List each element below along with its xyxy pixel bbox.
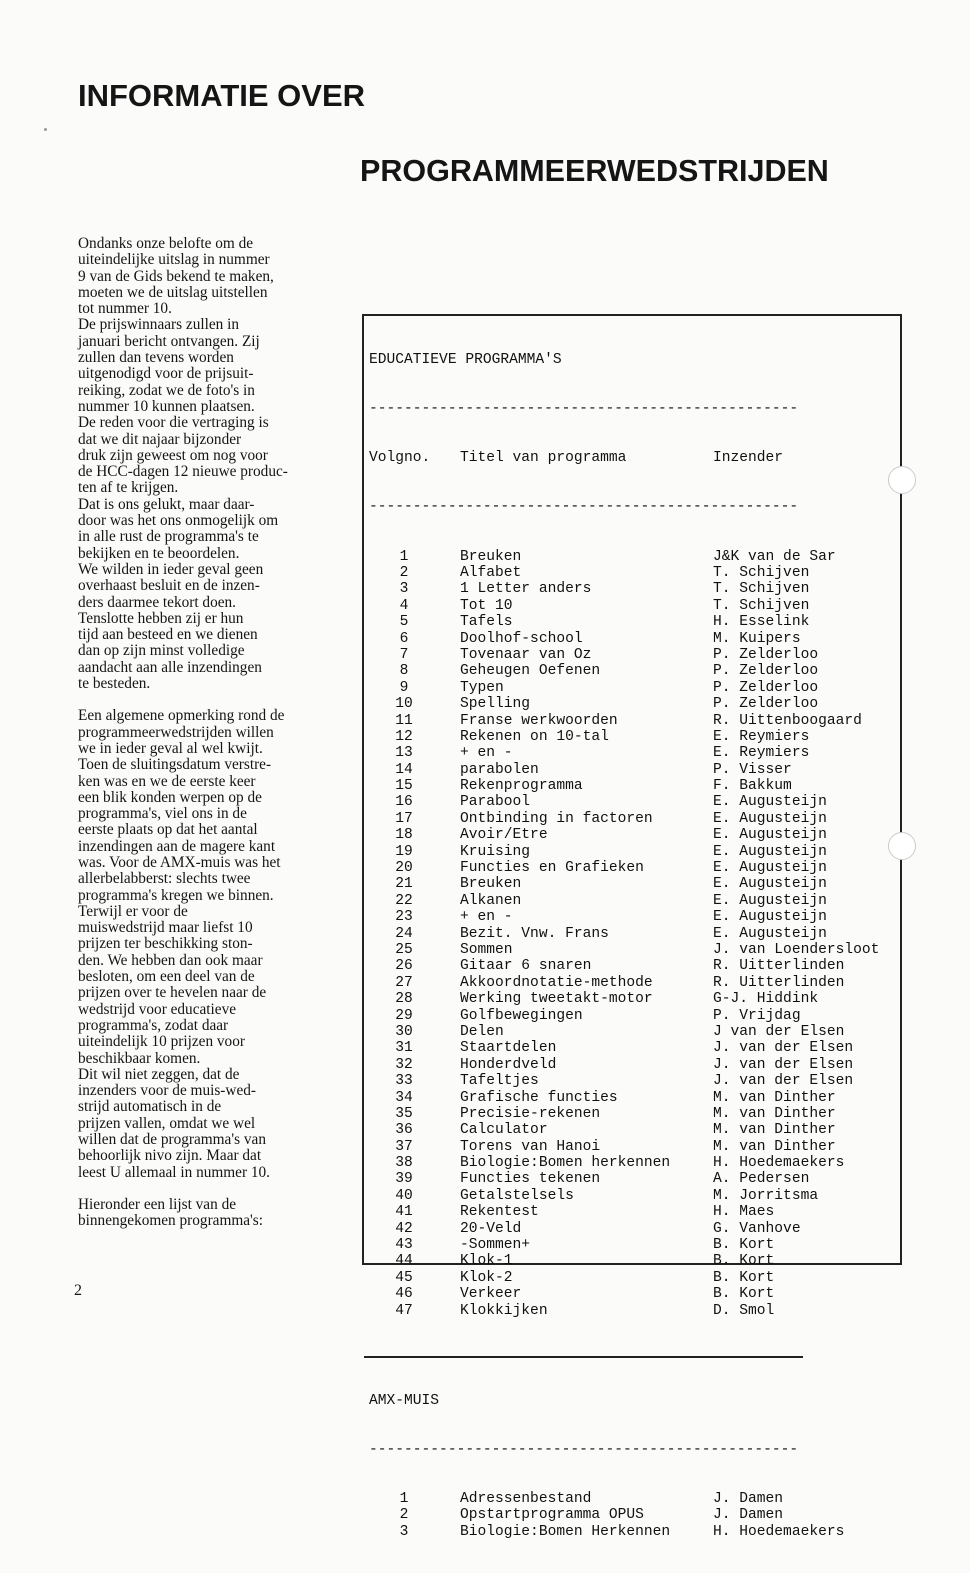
table-row [369, 565, 810, 582]
row-volgno: 25 [395, 942, 413, 958]
body-line: Tenslotte hebben zij er hun [78, 609, 244, 627]
row-inzender: H. Hoedemaekers [713, 1523, 845, 1540]
body-line: aandacht aan alle inzendingen [78, 658, 262, 676]
body-line: prijzen vallen, omdat we wel [78, 1114, 256, 1132]
table-row [369, 909, 827, 926]
row-titel: Verkeer [460, 1286, 522, 1303]
body-line: Terwijl er voor de [78, 902, 188, 920]
row-volgno: 46 [395, 1286, 413, 1303]
table-row [369, 1237, 798, 1253]
row-titel: Tafels [460, 614, 513, 631]
table-row [369, 1187, 819, 1204]
body-line: De prijswinnaars zullen in [78, 316, 239, 334]
row-inzender: P. Zelderloo [713, 679, 819, 696]
table-row [369, 1023, 845, 1040]
body-line: we in ieder geval al wel kwijt. [78, 739, 263, 757]
row-inzender: R. Uitterlinden [713, 958, 845, 975]
body-line: wedstrijd voor educatieve [78, 1000, 237, 1018]
row-titel: Parabool [460, 794, 531, 811]
row-volgno: 28 [395, 991, 413, 1008]
row-titel: Klokkijken [460, 1302, 548, 1319]
row-titel: Kruising [460, 843, 531, 860]
body-line: den. We hebben dan ook maar [78, 951, 263, 969]
row-inzender: M. Kuipers [713, 630, 801, 647]
row-titel: Doolhof-school [460, 630, 583, 647]
row-titel: Honderdveld [460, 1056, 557, 1073]
row-titel: Tafeltjes [460, 1073, 539, 1090]
body-line: uiteindelijke uitslag in nummer [78, 251, 270, 269]
row-volgno: 20 [395, 860, 413, 877]
punch-hole [888, 832, 916, 860]
row-titel: + en - [460, 745, 513, 762]
row-inzender: J. van der Elsen [713, 1056, 854, 1073]
row-titel: Biologie:Bomen Herkennen [460, 1523, 671, 1540]
body-line: uiteindelijk 10 prijzen voor [78, 1033, 245, 1051]
table-row [369, 614, 810, 631]
row-inzender: J. van der Elsen [713, 1040, 854, 1057]
table-row [369, 630, 801, 647]
table-row [369, 1155, 845, 1172]
body-line: besloten, om een deel van de [78, 968, 255, 986]
table-row [369, 991, 819, 1008]
row-volgno: 41 [395, 1204, 413, 1221]
body-line: tot nummer 10. [78, 300, 172, 318]
row-titel: Tot 10 [460, 597, 513, 614]
row-titel: Rekentest [460, 1204, 539, 1221]
section-title-educatief: EDUCATIEVE PROGRAMMA'S [369, 351, 562, 368]
row-volgno: 42 [395, 1220, 413, 1237]
row-volgno: 27 [395, 974, 413, 991]
body-line: nummer 10 kunnen plaatsen. [78, 397, 255, 415]
row-inzender: P. Zelderloo [713, 646, 819, 663]
body-line: ten af te krijgen. [78, 479, 179, 497]
body-line: willen dat de programma's van [78, 1131, 266, 1149]
row-titel: Functies en Grafieken [460, 860, 644, 877]
row-volgno: 37 [395, 1138, 413, 1155]
row-inzender: E. Augusteijn [713, 794, 827, 811]
dash-separator: ------------------------------------------------- [369, 1441, 799, 1458]
row-volgno: 44 [395, 1253, 413, 1270]
row-volgno: 7 [399, 646, 409, 663]
body-line: zullen dan tevens worden [78, 349, 234, 367]
row-inzender: H. Maes [713, 1204, 775, 1221]
row-volgno: 22 [395, 892, 413, 909]
row-titel: Franse werkwoorden [460, 712, 618, 729]
row-inzender: F. Bakkum [713, 778, 792, 795]
row-volgno: 45 [395, 1269, 413, 1286]
table-row [369, 663, 819, 680]
body-line: reiking, zodat we de foto's in [78, 381, 255, 399]
table-row [369, 843, 827, 860]
row-titel: parabolen [460, 761, 539, 778]
row-volgno: 33 [395, 1073, 413, 1090]
row-titel: Tovenaar van Oz [460, 646, 592, 663]
row-inzender: A. Pedersen [713, 1171, 810, 1188]
row-titel: + en - [460, 909, 513, 926]
body-line: programma's kregen we binnen. [78, 886, 274, 904]
dash-separator: ------------------------------------------------- [369, 499, 799, 516]
table-row [369, 679, 819, 696]
body-line: Ondanks onze belofte om de [78, 235, 254, 252]
row-volgno: 16 [395, 794, 413, 811]
row-volgno: 36 [395, 1122, 413, 1139]
body-line: moeten we de uitslag uitstellen [78, 283, 268, 301]
row-inzender: E. Augusteijn [713, 925, 827, 942]
row-inzender: M. van Dinther [713, 1089, 836, 1106]
row-volgno: 24 [395, 925, 413, 942]
row-inzender: J. van Loendersloot [713, 942, 880, 958]
row-inzender: R. Uitterlinden [713, 974, 845, 991]
row-inzender: T. Schijven [713, 597, 810, 614]
row-volgno: 47 [395, 1302, 413, 1319]
program-table [362, 314, 902, 1540]
table-row [369, 728, 810, 745]
row-inzender: T. Schijven [713, 565, 810, 582]
row-inzender: P. Visser [713, 761, 792, 778]
row-inzender: E. Augusteijn [713, 909, 827, 926]
educatieve-rows [369, 548, 880, 1319]
table-row [369, 696, 819, 713]
row-volgno: 38 [395, 1155, 413, 1172]
body-line: programma's, viel ons in de [78, 805, 247, 823]
row-volgno: 15 [395, 778, 413, 795]
row-volgno: 39 [395, 1171, 413, 1188]
body-line: Een algemene opmerking rond de [78, 707, 285, 725]
row-volgno: 31 [395, 1040, 413, 1057]
table-row [369, 1523, 845, 1540]
row-titel: Functies tekenen [460, 1171, 601, 1188]
row-titel: Geheugen Oefenen [460, 663, 601, 680]
table-row [369, 1073, 854, 1090]
table-row [369, 778, 798, 794]
body-line: allerbelabberst: slechts twee [78, 870, 251, 888]
row-volgno: 34 [395, 1089, 413, 1106]
row-volgno: 2 [399, 1507, 409, 1524]
row-inzender: B. Kort [713, 1286, 775, 1303]
row-inzender: G-J. Hiddink [713, 991, 819, 1008]
row-inzender: J. van der Elsen [713, 1073, 854, 1090]
table-row [369, 745, 810, 762]
row-inzender: J. Damen [713, 1491, 784, 1508]
row-titel: 20-Veld [460, 1220, 522, 1237]
row-volgno: 1 [399, 1491, 409, 1508]
body-line: Toen de sluitingsdatum verstre- [78, 756, 272, 774]
dash-separator: ------------------------------------------------- [369, 401, 799, 418]
body-line: dan op zijn minst volledige [78, 642, 245, 660]
table-row [369, 1270, 798, 1286]
paragraph-gap [78, 1181, 350, 1197]
table-row [369, 860, 827, 877]
table-row [369, 581, 810, 598]
body-line: 9 van de Gids bekend te maken, [78, 267, 274, 285]
row-titel: Gitaar 6 snaren [460, 958, 592, 975]
body-line: We wilden in ieder geval geen [78, 560, 264, 578]
row-volgno: 32 [395, 1056, 413, 1073]
column-header-row [369, 450, 798, 466]
body-line: De reden voor die vertraging is [78, 414, 269, 432]
row-titel: Opstartprogramma OPUS [460, 1507, 644, 1524]
row-inzender: E. Augusteijn [713, 843, 827, 860]
body-line: Dit wil niet zeggen, dat de [78, 1065, 240, 1083]
body-line: binnengekomen programma's: [78, 1212, 263, 1230]
row-volgno: 3 [399, 581, 409, 598]
table-row [369, 974, 845, 991]
table-row [369, 1253, 798, 1269]
row-inzender: G. Vanhove [713, 1220, 801, 1237]
table-row [369, 876, 827, 893]
body-line: inzenders voor de muis-wed- [78, 1082, 256, 1100]
body-line: dat we dit najaar bijzonder [78, 430, 242, 448]
margin-mark [44, 128, 47, 131]
row-titel: Getalstelsels [460, 1187, 574, 1204]
row-inzender: H. Esselink [713, 614, 810, 631]
row-volgno: 12 [395, 728, 413, 745]
body-line: een blik konden werpen op de [78, 788, 262, 806]
row-titel: Alkanen [460, 892, 522, 909]
row-inzender: E. Augusteijn [713, 892, 827, 909]
heading-main: PROGRAMMEERWEDSTRIJDEN [360, 154, 829, 188]
table-row [369, 1007, 801, 1024]
body-line: Hieronder een lijst van de [78, 1195, 237, 1213]
table-row [369, 1122, 836, 1139]
row-titel: Akkoordnotatie-methode [460, 974, 653, 991]
row-inzender: J&K van de Sar [713, 548, 836, 565]
row-titel: Precisie-rekenen [460, 1105, 601, 1122]
row-volgno: 30 [395, 1023, 413, 1040]
table-row [369, 925, 827, 942]
table-row [369, 712, 862, 729]
row-titel: Werking tweetakt-motor [460, 991, 653, 1008]
column-header-inzender: Inzender [713, 450, 784, 467]
row-volgno: 21 [395, 876, 413, 893]
body-line: was. Voor de AMX-muis was het [78, 853, 281, 871]
row-volgno: 11 [395, 712, 413, 729]
row-volgno: 23 [395, 909, 413, 926]
row-volgno: 40 [395, 1187, 413, 1204]
row-inzender: E. Reymiers [713, 728, 810, 745]
row-inzender: P. Zelderloo [713, 663, 819, 680]
row-volgno: 8 [399, 663, 409, 680]
row-titel: Ontbinding in factoren [460, 810, 653, 827]
table-row [369, 762, 798, 778]
row-volgno: 26 [395, 958, 413, 975]
table-row [369, 548, 836, 565]
program-table-content [369, 319, 880, 1573]
body-line: programma's, zodat daar [78, 1016, 229, 1034]
table-row [369, 1138, 836, 1155]
row-volgno: 17 [395, 810, 413, 827]
row-titel: -Sommen+ [460, 1237, 531, 1254]
row-titel: Torens van Hanoi [460, 1138, 601, 1155]
body-line: muiswedstrijd maar liefst 10 [78, 919, 253, 937]
table-row [369, 958, 845, 975]
row-titel: 1 Letter anders [460, 581, 592, 598]
body-line: in alle rust de programma's te [78, 528, 259, 546]
row-titel: Golfbewegingen [460, 1007, 583, 1024]
section-divider [364, 1356, 803, 1358]
row-inzender: M. van Dinther [713, 1105, 836, 1122]
row-titel: Avoir/Etre [460, 827, 548, 844]
row-inzender: T. Schijven [713, 581, 810, 598]
row-titel: Staartdelen [460, 1040, 557, 1057]
row-titel: Adressenbestand [460, 1491, 592, 1508]
table-row [369, 810, 827, 827]
body-line: ders daarmee tekort doen. [78, 593, 236, 611]
row-titel: Breuken [460, 876, 522, 893]
article-body [78, 236, 350, 1230]
table-row [369, 646, 819, 663]
row-inzender: B. Kort [713, 1253, 775, 1270]
paragraph-gap [78, 692, 350, 708]
row-inzender: M. van Dinther [713, 1138, 836, 1155]
body-line: behoorlijk nivo zijn. Maar dat [78, 1147, 262, 1165]
row-titel: Rekenprogramma [460, 778, 583, 795]
row-volgno: 29 [395, 1007, 413, 1024]
body-line: strijd automatisch in de [78, 1098, 222, 1116]
row-inzender: P. Zelderloo [713, 696, 819, 713]
row-titel: Sommen [460, 942, 513, 958]
body-line: te besteden. [78, 675, 151, 693]
table-row [369, 1220, 801, 1237]
row-inzender: P. Vrijdag [713, 1007, 801, 1024]
body-line: bekijken en te beoordelen. [78, 544, 240, 562]
row-inzender: R. Uittenboogaard [713, 712, 862, 729]
table-row [369, 794, 827, 811]
body-line: beschikbaar komen. [78, 1049, 201, 1067]
table-row [369, 892, 827, 909]
row-titel: Typen [460, 679, 504, 696]
row-inzender: B. Kort [713, 1269, 775, 1286]
body-line: prijzen ter beschikking ston- [78, 935, 253, 953]
row-volgno: 43 [395, 1237, 413, 1254]
table-row [369, 1056, 854, 1073]
table-row [369, 1171, 810, 1188]
row-inzender: E. Augusteijn [713, 827, 827, 844]
row-volgno: 4 [399, 597, 409, 614]
body-line: eerste plaats op dat het aantal [78, 821, 258, 839]
row-titel: Klok-2 [460, 1269, 513, 1286]
body-line: januari bericht ontvangen. Zij [78, 332, 260, 350]
body-line: programmeerwedstrijden willen [78, 723, 274, 741]
row-volgno: 9 [399, 679, 409, 696]
row-titel: Calculator [460, 1122, 548, 1139]
table-row [369, 827, 827, 844]
row-volgno: 6 [399, 630, 409, 647]
row-inzender: E. Augusteijn [713, 810, 827, 827]
body-line: prijzen over te hevelen naar de [78, 984, 267, 1002]
row-inzender: M. Jorritsma [713, 1187, 819, 1204]
row-titel: Grafische functies [460, 1089, 618, 1106]
row-inzender: B. Kort [713, 1237, 775, 1254]
punch-hole [888, 466, 916, 494]
body-line: Dat is ons gelukt, maar daar- [78, 495, 255, 513]
row-inzender: E. Augusteijn [713, 860, 827, 877]
row-volgno: 35 [395, 1105, 413, 1122]
table-row [369, 1040, 854, 1057]
row-volgno: 14 [395, 761, 413, 778]
table-row [369, 1491, 798, 1507]
row-volgno: 1 [399, 548, 409, 565]
body-line: druk zijn geweest om nog voor [78, 446, 268, 464]
page-number: 2 [74, 1282, 82, 1299]
row-titel: Biologie:Bomen herkennen [460, 1155, 671, 1172]
row-volgno: 3 [399, 1523, 409, 1540]
row-inzender: J van der Elsen [713, 1023, 845, 1040]
row-titel: Spelling [460, 696, 531, 713]
row-inzender: D. Smol [713, 1302, 775, 1319]
row-volgno: 13 [395, 745, 413, 762]
row-inzender: M. van Dinther [713, 1122, 836, 1139]
row-volgno: 2 [399, 565, 409, 582]
heading-top: INFORMATIE OVER [78, 78, 366, 113]
table-row [369, 1507, 798, 1523]
row-volgno: 5 [399, 614, 409, 631]
row-titel: Klok-1 [460, 1253, 513, 1270]
body-line: tijd aan besteed en we dienen [78, 626, 258, 644]
column-header-volgno: Volgno. [369, 450, 431, 467]
table-row [369, 1105, 836, 1122]
body-line: leest U allemaal in nummer 10. [78, 1163, 271, 1181]
body-line: overhaast besluit en de inzen- [78, 577, 260, 595]
table-row [369, 1204, 798, 1220]
body-line: ken was en we de eerste keer [78, 772, 256, 790]
body-line: inzendingen aan de magere kant [78, 837, 276, 855]
table-row [369, 1303, 798, 1319]
table-row [369, 1089, 836, 1106]
row-volgno: 10 [395, 696, 413, 713]
row-volgno: 19 [395, 843, 413, 860]
row-inzender: E. Reymiers [713, 745, 810, 762]
body-line: uitgenodigd voor de prijsuit- [78, 365, 254, 383]
table-row [369, 597, 810, 614]
row-titel: Alfabet [460, 565, 522, 582]
row-titel: Bezit. Vnw. Frans [460, 925, 609, 942]
amx-rows [369, 1491, 845, 1540]
row-inzender: J. Damen [713, 1507, 784, 1524]
row-titel: Breuken [460, 548, 522, 565]
row-titel: Delen [460, 1023, 504, 1040]
body-line: de HCC-dagen 12 nieuwe produc- [78, 463, 288, 481]
body-line: door was het ons onmogelijk om [78, 512, 279, 530]
row-volgno: 18 [395, 827, 413, 844]
column-header-titel: Titel van programma [460, 450, 627, 467]
row-inzender: H. Hoedemaekers [713, 1155, 845, 1172]
row-titel: Rekenen on 10-tal [460, 728, 609, 745]
section-title-amx: AMX-MUIS [369, 1392, 440, 1409]
table-row [369, 942, 880, 958]
row-inzender: E. Augusteijn [713, 876, 827, 893]
table-row [369, 1286, 798, 1302]
